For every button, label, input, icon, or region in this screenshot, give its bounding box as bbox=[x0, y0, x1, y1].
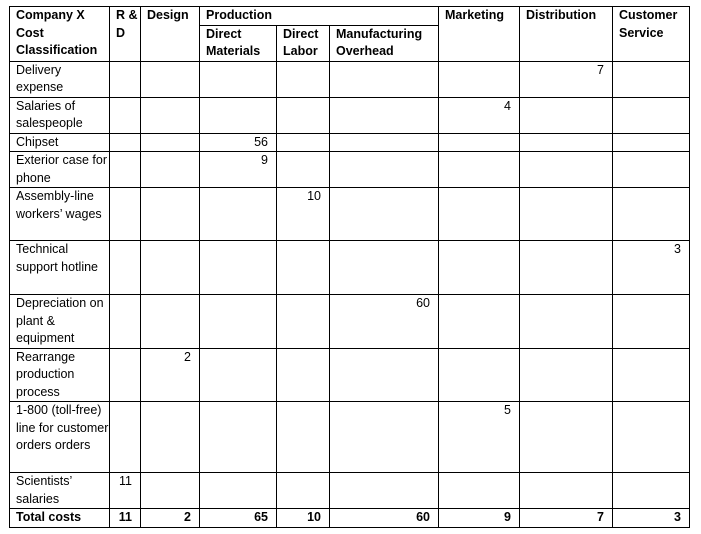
rd-cell bbox=[110, 152, 141, 188]
total-row bbox=[10, 509, 690, 528]
direct-labor-cell bbox=[277, 348, 330, 402]
rd-cell bbox=[110, 61, 141, 97]
total-design: 2 bbox=[141, 509, 200, 528]
rd-cell bbox=[110, 97, 141, 133]
row-label: Delivery expense bbox=[10, 61, 110, 97]
marketing-cell bbox=[439, 473, 520, 509]
design-cell bbox=[141, 295, 200, 349]
row-label: 1-800 (toll-free) line for customer orders orders bbox=[10, 402, 110, 473]
direct-labor-cell bbox=[277, 295, 330, 349]
total-label: Total costs bbox=[10, 509, 110, 528]
manufacturing-overhead-cell bbox=[330, 61, 439, 97]
table-row bbox=[10, 295, 690, 349]
customer-service-cell bbox=[613, 473, 690, 509]
customer-service-cell: 3 bbox=[613, 241, 690, 295]
rd-cell bbox=[110, 133, 141, 152]
distribution-cell bbox=[520, 295, 613, 349]
table-row bbox=[10, 348, 690, 402]
manufacturing-overhead-cell bbox=[330, 241, 439, 295]
marketing-cell bbox=[439, 348, 520, 402]
marketing-cell bbox=[439, 152, 520, 188]
row-label: Rearrange production process bbox=[10, 348, 110, 402]
distribution-cell bbox=[520, 241, 613, 295]
header-design: Design bbox=[141, 7, 200, 62]
direct-materials-cell bbox=[200, 61, 277, 97]
marketing-cell bbox=[439, 295, 520, 349]
design-cell: 2 bbox=[141, 348, 200, 402]
direct-labor-cell: 10 bbox=[277, 188, 330, 241]
row-label: Technical support hotline bbox=[10, 241, 110, 295]
manufacturing-overhead-cell bbox=[330, 97, 439, 133]
marketing-cell bbox=[439, 241, 520, 295]
design-cell bbox=[141, 97, 200, 133]
direct-labor-cell bbox=[277, 241, 330, 295]
header-direct-labor: Direct Labor bbox=[277, 25, 330, 61]
design-cell bbox=[141, 188, 200, 241]
row-label: Chipset bbox=[10, 133, 110, 152]
header-production: Production bbox=[200, 7, 439, 26]
manufacturing-overhead-cell bbox=[330, 473, 439, 509]
direct-labor-cell bbox=[277, 97, 330, 133]
cost-table-body bbox=[10, 61, 690, 527]
customer-service-cell bbox=[613, 188, 690, 241]
customer-service-cell bbox=[613, 61, 690, 97]
direct-labor-cell bbox=[277, 61, 330, 97]
table-row bbox=[10, 188, 690, 241]
total-distribution: 7 bbox=[520, 509, 613, 528]
rd-cell: 11 bbox=[110, 473, 141, 509]
design-cell bbox=[141, 473, 200, 509]
direct-labor-cell bbox=[277, 152, 330, 188]
customer-service-cell bbox=[613, 348, 690, 402]
manufacturing-overhead-cell: 60 bbox=[330, 295, 439, 349]
row-label: Salaries of salespeople bbox=[10, 97, 110, 133]
table-row bbox=[10, 241, 690, 295]
total-manufacturing-overhead: 60 bbox=[330, 509, 439, 528]
manufacturing-overhead-cell bbox=[330, 402, 439, 473]
manufacturing-overhead-cell bbox=[330, 188, 439, 241]
row-label: Depreciation on plant & equipment bbox=[10, 295, 110, 349]
manufacturing-overhead-cell bbox=[330, 348, 439, 402]
direct-materials-cell: 56 bbox=[200, 133, 277, 152]
customer-service-cell bbox=[613, 133, 690, 152]
cost-classification-table bbox=[9, 6, 690, 528]
direct-materials-cell bbox=[200, 473, 277, 509]
row-label: Exterior case for phone bbox=[10, 152, 110, 188]
manufacturing-overhead-cell bbox=[330, 133, 439, 152]
distribution-cell: 7 bbox=[520, 61, 613, 97]
table-row bbox=[10, 97, 690, 133]
customer-service-cell bbox=[613, 97, 690, 133]
rd-cell bbox=[110, 188, 141, 241]
design-cell bbox=[141, 241, 200, 295]
table-row bbox=[10, 473, 690, 509]
marketing-cell bbox=[439, 61, 520, 97]
table-row bbox=[10, 133, 690, 152]
customer-service-cell bbox=[613, 402, 690, 473]
header-direct-materials: Direct Materials bbox=[200, 25, 277, 61]
table-row bbox=[10, 61, 690, 97]
table-row bbox=[10, 152, 690, 188]
distribution-cell bbox=[520, 402, 613, 473]
direct-labor-cell bbox=[277, 402, 330, 473]
direct-materials-cell bbox=[200, 188, 277, 241]
total-direct-materials: 65 bbox=[200, 509, 277, 528]
marketing-cell bbox=[439, 133, 520, 152]
rd-cell bbox=[110, 241, 141, 295]
marketing-cell bbox=[439, 188, 520, 241]
rd-cell bbox=[110, 348, 141, 402]
total-direct-labor: 10 bbox=[277, 509, 330, 528]
total-customer-service: 3 bbox=[613, 509, 690, 528]
row-label: Assembly-line workers’ wages bbox=[10, 188, 110, 241]
distribution-cell bbox=[520, 97, 613, 133]
header-distribution: Distribution bbox=[520, 7, 613, 62]
design-cell bbox=[141, 133, 200, 152]
direct-materials-cell bbox=[200, 348, 277, 402]
distribution-cell bbox=[520, 473, 613, 509]
header-customer-service: Customer Service bbox=[613, 7, 690, 62]
distribution-cell bbox=[520, 152, 613, 188]
total-rd: 11 bbox=[110, 509, 141, 528]
header-manufacturing-overhead: Manufacturing Overhead bbox=[330, 25, 439, 61]
direct-materials-cell bbox=[200, 241, 277, 295]
direct-labor-cell bbox=[277, 133, 330, 152]
distribution-cell bbox=[520, 188, 613, 241]
header-marketing: Marketing bbox=[439, 7, 520, 62]
direct-materials-cell bbox=[200, 295, 277, 349]
direct-materials-cell bbox=[200, 402, 277, 473]
customer-service-cell bbox=[613, 152, 690, 188]
rd-cell bbox=[110, 295, 141, 349]
marketing-cell: 4 bbox=[439, 97, 520, 133]
distribution-cell bbox=[520, 133, 613, 152]
design-cell bbox=[141, 152, 200, 188]
header-classification: Company X Cost Classification bbox=[10, 7, 110, 62]
direct-labor-cell bbox=[277, 473, 330, 509]
table-row bbox=[10, 402, 690, 473]
design-cell bbox=[141, 61, 200, 97]
manufacturing-overhead-cell bbox=[330, 152, 439, 188]
rd-cell bbox=[110, 402, 141, 473]
direct-materials-cell bbox=[200, 97, 277, 133]
header-rd: R & D bbox=[110, 7, 141, 62]
row-label: Scientists’ salaries bbox=[10, 473, 110, 509]
direct-materials-cell: 9 bbox=[200, 152, 277, 188]
distribution-cell bbox=[520, 348, 613, 402]
design-cell bbox=[141, 402, 200, 473]
marketing-cell: 5 bbox=[439, 402, 520, 473]
customer-service-cell bbox=[613, 295, 690, 349]
total-marketing: 9 bbox=[439, 509, 520, 528]
